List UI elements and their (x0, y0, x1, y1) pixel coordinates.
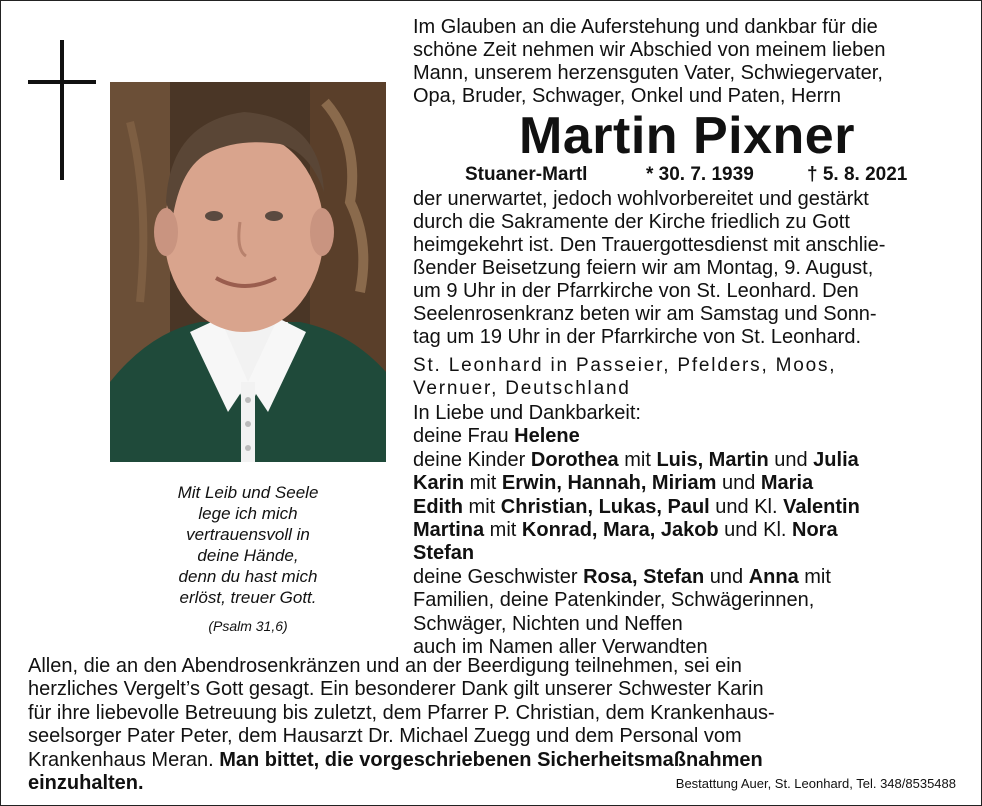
intro-line: Im Glauben an die Auferstehung und dankbar für die (413, 16, 878, 38)
places-line: Vernuer, Deutschland (413, 378, 631, 399)
grandchild-name: Nora (792, 519, 838, 542)
connector: und (704, 565, 749, 588)
mourners-wife (413, 425, 961, 448)
body-line: durch die Sakramente der Kirche friedlich zu Gott (413, 211, 850, 233)
grandchild-names: Christian, Lukas, Paul (500, 495, 710, 518)
sibling-names: Rosa, Stefan (583, 565, 705, 588)
bible-verse (110, 482, 386, 637)
mourners-list (413, 402, 961, 659)
safety-notice: Man bittet, die vorgeschriebenen Sicherheitsmaßnahmen (219, 748, 763, 771)
thanks-line: seelsorger Pater Peter, dem Hausarzt Dr. Michael Zuegg und dem Personal vom (28, 725, 742, 748)
mourners-more: auch im Namen aller Verwandten (413, 636, 708, 659)
body-line: der unerwartet, jedoch wohlvorbereitet und gestärkt (413, 188, 869, 210)
grandchild-name: Julia (813, 448, 859, 471)
child-name: Martina (413, 519, 485, 542)
grandchild-name: Valentin (783, 495, 860, 518)
connector: mit (484, 519, 522, 542)
connector: mit (798, 565, 831, 588)
connector: und Kl. (709, 495, 784, 518)
thanks-text-normal: Krankenhaus Meran. (28, 748, 220, 771)
intro-line: schöne Zeit nehmen wir Abschied von meinem lieben (413, 39, 886, 61)
thanks-line: Allen, die an den Abendrosenkränzen und an der Beerdigung teilnehmen, sei ein (28, 655, 742, 677)
verse-line: denn du hast mich (178, 567, 318, 586)
kids-prefix: deine Kinder (413, 448, 531, 471)
siblings-prefix: deine Geschwister (413, 565, 584, 588)
connector: mit (618, 448, 657, 471)
safety-notice-end: einzuhalten. (28, 772, 144, 795)
verse-line: lege ich mich (198, 504, 298, 523)
mourners-kids-row (413, 472, 961, 495)
grandchild-names: Luis, Martin (656, 448, 769, 471)
nickname: Stuaner-Martl (465, 164, 588, 185)
connector: und (716, 472, 761, 495)
mourners-more: Schwäger, Nichten und Neffen (413, 612, 683, 635)
verse-line: vertrauensvoll in (186, 525, 310, 544)
verse-line: erlöst, treuer Gott. (179, 588, 317, 607)
child-name: Edith (413, 495, 463, 518)
grandchild-names: Konrad, Mara, Jakob (521, 519, 719, 542)
mourners-kids-row (413, 496, 961, 519)
mourners-kids-row (413, 542, 961, 565)
cross-icon (60, 40, 64, 180)
verse-line: deine Hände, (197, 546, 299, 565)
intro-line: Opa, Bruder, Schwager, Onkel und Paten, Herrn (413, 85, 842, 107)
body-line: heimgekehrt ist. Den Trauergottesdienst mit anschlie- (413, 234, 886, 256)
mourners-kids-row (413, 519, 961, 542)
portrait-photo (110, 82, 386, 462)
grandchild-names: Erwin, Hannah, Miriam (501, 472, 717, 495)
body-line: Seelenrosenkranz beten wir am Samstag und Sonn- (413, 303, 877, 325)
places (413, 354, 961, 400)
intro-line: Mann, unserem herzensguten Vater, Schwiegervater, (413, 62, 883, 84)
connector: mit (463, 495, 501, 518)
child-name: Stefan (413, 542, 475, 565)
intro-text (413, 16, 961, 108)
wife-name: Helene (514, 425, 580, 448)
mourners-more: Familien, deine Patenkinder, Schwägerinnen, (413, 589, 815, 612)
thanks-line: herzliches Vergelt’s Gott gesagt. Ein besonderer Dank gilt unserer Schwester Karin (28, 678, 764, 701)
body-line: ßender Beisetzung feiern wir am Montag, 9. August, (413, 257, 874, 279)
wife-prefix: deine Frau (413, 425, 515, 448)
thanks-line (28, 749, 958, 772)
mourners-intro: In Liebe und Dankbarkeit: (413, 402, 641, 424)
body-line: tag um 19 Uhr in der Pfarrkirche von St. Leonhard. (413, 326, 862, 348)
sibling-name: Anna (748, 565, 799, 588)
verse-line: Mit Leib und Seele (177, 483, 319, 502)
grandchild-name: Maria (760, 472, 814, 495)
body-line: um 9 Uhr in der Pfarrkirche von St. Leonhard. Den (413, 280, 859, 302)
places-line: St. Leonhard in Passeier, Pfelders, Moos, (413, 355, 837, 376)
child-name: Karin (413, 472, 465, 495)
deceased-name: Martin Pixner (519, 107, 855, 165)
thanks-line: für ihre liebevolle Betreuung bis zuletzt, dem Pfarrer P. Christian, dem Krankenhaus- (28, 701, 775, 724)
connector: mit (464, 472, 502, 495)
mourners-kids-row (413, 449, 961, 472)
verse-reference: (Psalm 31,6) (208, 618, 288, 634)
connector: und Kl. (718, 519, 793, 542)
connector: und (768, 448, 814, 471)
undertaker-contact: Bestattung Auer, St. Leonhard, Tel. 348/8535488 (675, 776, 956, 791)
mourners-siblings (413, 566, 961, 589)
death-date: † 5. 8. 2021 (807, 164, 908, 185)
cross-icon-bar (28, 80, 96, 84)
obituary-body (413, 188, 961, 349)
birth-date: * 30. 7. 1939 (646, 164, 754, 185)
child-name: Dorothea (530, 448, 619, 471)
